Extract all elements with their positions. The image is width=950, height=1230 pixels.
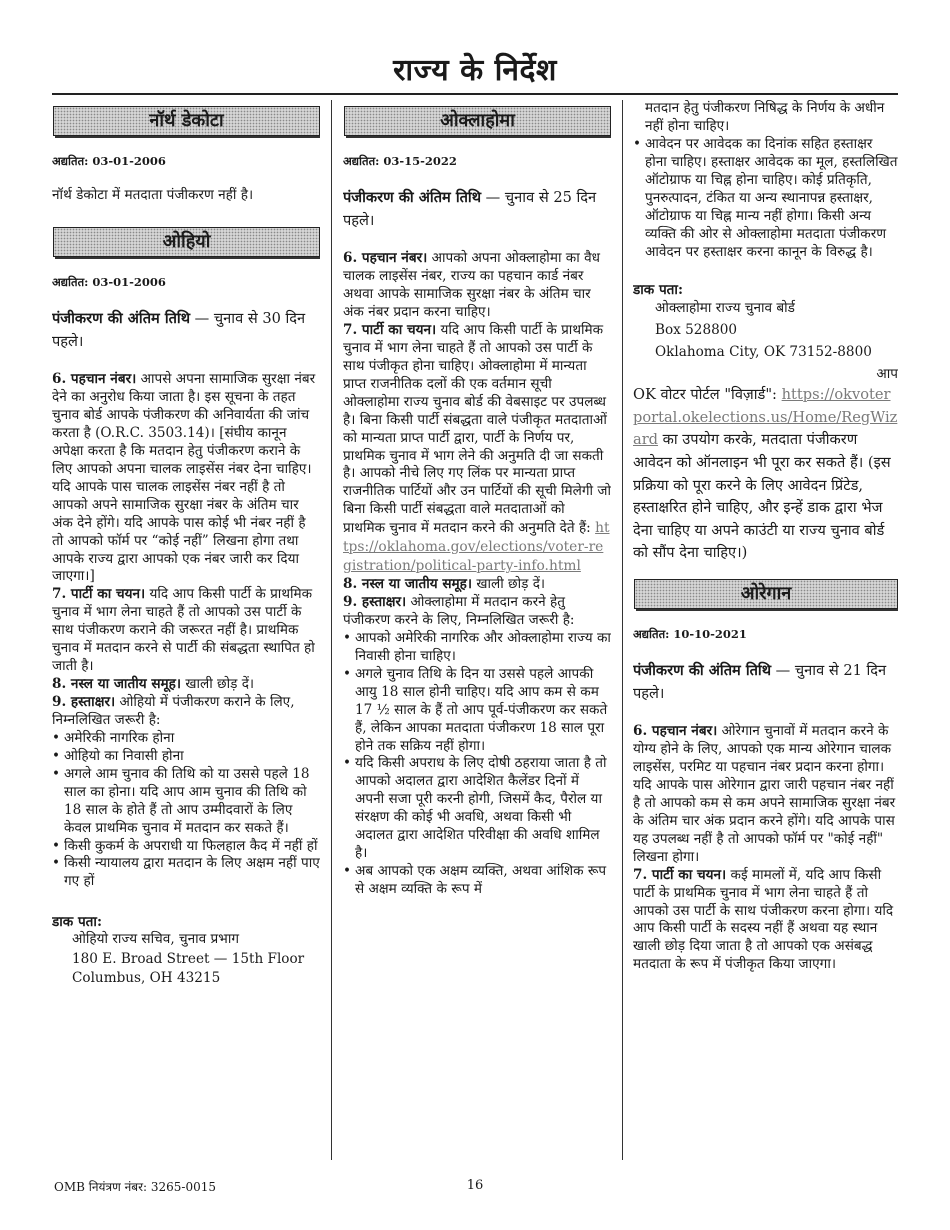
address-line: ओक्लाहोमा राज्य चुनाव बोर्ड xyxy=(655,300,795,317)
list-item: • ओहियो का निवासी होना xyxy=(52,748,320,766)
item-text: ओहियो में पंजीकरण कराने के लिए, निम्नलिखित जरूरी है: xyxy=(52,694,295,728)
column-1 xyxy=(52,100,320,1170)
north-dakota-text: नॉर्थ डेकोटा में मतदाता पंजीकरण नहीं है। xyxy=(52,187,254,203)
mailing-address-label: डाक पता: xyxy=(52,914,102,931)
title-rule xyxy=(52,93,898,95)
ohio-requirements xyxy=(52,730,320,891)
list-item: • अब आपको एक अक्षम व्यक्ति, अथवा आंशिक रूप से अक्षम व्यक्ति के रूप में xyxy=(343,863,611,899)
list-item: • आपको अमेरिकी नागरिक और ओक्लाहोमा राज्य का निवासी होना चाहिए। xyxy=(343,630,611,666)
item-label: 9. हस्ताक्षर। xyxy=(52,694,116,711)
portal-text: OK वोटर पोर्टल "विज़ार्ड": xyxy=(633,386,782,404)
item-label: 9. हस्ताक्षर। xyxy=(343,594,407,611)
address-line: ओहियो राज्य सचिव, चुनाव प्रभाग xyxy=(72,931,240,948)
item-label: 6. पहचान नंबर। xyxy=(343,250,428,267)
oklahoma-continued-text: मतदान हेतु पंजीकरण निषिद्ध के निर्णय के अधीन नहीं होना चाहिए। xyxy=(645,100,885,134)
address-line: Oklahoma City, OK 73152-8800 xyxy=(655,343,872,360)
item-text: ओक्लाहोमा में मतदान करने हेतु पंजीकरण करने के लिए, निम्नलिखित जरूरी है: xyxy=(343,594,575,628)
list-item: • आवेदन पर आवेदक का दिनांक सहित हस्ताक्षर होना चाहिए। हस्ताक्षर आवेदक का मूल, हस्तलिखित ऑटोग्राफ या चिह्न होना चाहिए। कोई प्रतिकृति, पुनरुत्पादन, टंकित या अन्य स्थानापन्न हस्ताक्षर, ऑटोग्राफ या चिह्न मान्य नहीं होगा। किसी अन्य व्यक्ति की ओर से ओक्लाहोमा मतदाता पंजीकरण आवेदन पर हस्ताक्षर करना कानून के विरुद्ध है। xyxy=(633,136,898,262)
list-item: • किसी न्यायालय द्वारा मतदान के लिए अक्षम नहीं पाए गए हों xyxy=(52,855,320,891)
item-label: 7. पार्टी का चयन। xyxy=(633,866,727,883)
column-3 xyxy=(633,100,898,1170)
item-label: 6. पहचान नंबर। xyxy=(633,723,718,740)
state-header-oregon: ओरेगान xyxy=(634,579,898,609)
item-label: 8. नस्ल या जातीय समूह। xyxy=(343,576,473,593)
list-item: • अमेरिकी नागरिक होना xyxy=(52,730,320,748)
oklahoma-requirements-continued xyxy=(633,136,898,262)
state-header-ohio: ओहियो xyxy=(53,227,320,257)
ohio-address xyxy=(52,930,320,988)
deadline-label: पंजीकरण की अंतिम तिथि xyxy=(633,661,772,679)
state-header-north-dakota: नॉर्थ डेकोटा xyxy=(53,106,320,136)
ohio-id-number xyxy=(52,371,320,586)
oklahoma-id-number xyxy=(343,250,611,322)
item-label: 8. नस्ल या जातीय समूह। xyxy=(52,676,182,693)
column-divider xyxy=(622,100,623,1160)
portal-text: का उपयोग करके, मतदाता पंजीकरण आवेदन को ऑनलाइन भी पूरा कर सकते हैं। (इस प्रक्रिया को पूरा करने के लिए आवेदन प्रिंटेड, हस्ताक्षरित होने चाहिए, और इन्हें डाक द्वारा भेज देना चाहिए या अपने काउंटी या राज्य चुनाव बोर्ड को सौंप देना चाहिए।) xyxy=(633,431,891,562)
list-item: • किसी कुकर्म के अपराधी या फिलहाल कैद में नहीं हों xyxy=(52,838,320,856)
updated-date: अद्यतित: 10-10-2021 xyxy=(633,626,747,641)
oregon-deadline xyxy=(633,660,898,705)
list-item: • अगले आम चुनाव की तिथि को या उससे पहले 18 साल का होना। यदि आप आम चुनाव की तिथि को 18 साल के होते हैं तो आप उम्मीदवारों के लिए केवल प्राथमिक चुनाव में मतदान कर सकते हैं। xyxy=(52,766,320,838)
ohio-deadline xyxy=(52,308,320,353)
column-divider xyxy=(331,100,332,1160)
deadline-text: — चुनाव से 25 दिन पहले। xyxy=(343,189,597,229)
item-text: कई मामलों में, यदि आप किसी पार्टी के प्राथमिक चुनाव में भाग लेना चाहते हैं तो आपको उस पार्टी के साथ पंजीकरण करना होगा। यदि आप किसी पार्टी के सदस्य नहीं हैं अथवा यह स्थान खाली छोड़ दिया जाता है तो आपको एक असंबद्ध मतदाता के रूप में पंजीकृत किया जाएगा। xyxy=(633,866,894,973)
ohio-signature xyxy=(52,694,320,730)
column-2 xyxy=(343,100,611,1170)
deadline-label: पंजीकरण की अंतिम तिथि xyxy=(343,189,482,206)
item-text: खाली छोड़ दें। xyxy=(472,576,546,593)
address-line: Box 528800 xyxy=(655,322,738,339)
item-label: 7. पार्टी का चयन। xyxy=(52,586,146,603)
list-item: • यदि किसी अपराध के लिए दोषी ठहराया जाता है तो आपको अदालत द्वारा आदेशित कैलेंडर दिनों में अपनी सजा पूरी करनी होगी, जिसमें कैद, पैरोल या संरक्षण की कोई भी अवधि, अथवा किसी भी अदालत द्वारा आदेशित परिवीक्षा की अवधि शामिल है। xyxy=(343,755,611,863)
oregon-id-number xyxy=(633,723,898,867)
ohio-race xyxy=(52,676,320,694)
page-title: राज्य के निर्देश xyxy=(393,53,557,88)
oklahoma-party xyxy=(343,322,611,576)
oklahoma-requirements xyxy=(343,630,611,899)
updated-date: अद्यतित: 03-01-2006 xyxy=(52,154,166,168)
item-label: 7. पार्टी का चयन। xyxy=(343,321,437,338)
item-label: 6. पहचान नंबर। xyxy=(52,371,137,388)
item-text: खाली छोड़ दें। xyxy=(181,676,255,693)
oklahoma-portal xyxy=(633,384,898,565)
item-text: यदि आप किसी पार्टी के प्राथमिक चुनाव में भाग लेना चाहते हैं तो आपको उस पार्टी के साथ पंजीकरण कराने की जरूरत नहीं है। प्राथमिक चुनाव में मतदान करने से पार्टी की संबद्धता स्थापित हो जाती है। xyxy=(52,586,315,675)
updated-date: अद्यतित: 03-15-2022 xyxy=(343,154,457,168)
oklahoma-deadline xyxy=(343,187,611,232)
ohio-party xyxy=(52,586,320,676)
item-text: ओरेगान चुनावों में मतदान करने के योग्य होने के लिए, आपको एक मान्य ओरेगान चालक लाइसेंस, परमिट या पहचान नंबर प्रदान करना होगा। यदि आपके पास ओरेगान द्वारा जारी पहचान नंबर नहीं है तो आपको कम से कम अपने सामाजिक सुरक्षा नंबर के अंतिम चार अंक प्रदान करने होंगे। यदि आपके पास यह उपलब्ध नहीं है तो आपको फॉर्म पर "कोई नहीं" लिखना होगा। xyxy=(633,723,896,865)
oklahoma-address xyxy=(633,298,898,363)
mailing-address-label: डाक पता: xyxy=(633,282,683,299)
updated-date: अद्यतित: 03-01-2006 xyxy=(52,274,166,289)
deadline-text: — चुनाव से 30 दिन पहले। xyxy=(52,309,306,350)
page-number: 16 xyxy=(466,1178,484,1193)
omb-control-number: OMB नियंत्रण नंबर: 3265-0015 xyxy=(54,1180,217,1194)
party-info-link[interactable]: https://oklahoma.gov/elections/voter-registration/political-party-info.html xyxy=(343,520,610,575)
deadline-text: — चुनाव से 21 दिन पहले। xyxy=(633,661,887,702)
item-text: आपसे अपना सामाजिक सुरक्षा नंबर देने का अनुरोध किया जाता है। इस सूचना के तहत चुनाव बोर्ड आपके पंजीकरण की अनिवार्यता की जांच करता है (O.R.C. 3503.14)। [संघीय कानून अपेक्षा करता है कि मतदान हेतु पंजीकरण कराने के लिए आपको अपना चालक लाइसेंस नंबर देना चाहिए। यदि आपके पास चालक लाइसेंस नंबर नहीं है तो आपको अपने सामाजिक सुरक्षा नंबर के अंतिम चार अंक देने होंगे। यदि आपके पास कोई भी नंबर नहीं है तो आपको फॉर्म पर “कोई नहीं” लिखना होगा तथा आपके राज्य द्वारा आपको एक नंबर जारी कर दिया जाएगा।] xyxy=(52,371,316,585)
list-item: • अगले चुनाव तिथि के दिन या उससे पहले आपकी आयु 18 साल होनी चाहिए। यदि आप कम से कम 17 ½ साल के हैं तो आप पूर्व-पंजीकरण कर सकते हैं, लेकिन आपका मतदाता पंजीकरण 18 साल पूरा होने तक सक्रिय नहीं होगा। xyxy=(343,666,611,756)
address-line: 180 E. Broad Street — 15th Floor xyxy=(72,950,305,967)
deadline-label: पंजीकरण की अंतिम तिथि xyxy=(52,309,191,327)
oregon-party xyxy=(633,867,898,975)
state-header-oklahoma: ओक्लाहोमा xyxy=(344,106,611,136)
item-text: यदि आप किसी पार्टी के प्राथमिक चुनाव में भाग लेना चाहते हैं तो आपको उस पार्टी के साथ पंजीकृत होना चाहिए। ओक्लाहोमा में मान्यता प्राप्त राजनीतिक दलों की एक वर्तमान सूची ओक्लाहोमा राज्य चुनाव बोर्ड की वेबसाइट पर उपलब्ध है। बिना किसी पार्टी संबद्धता वाले पंजीकृत मतदाताओं को मान्यता प्राप्त पार्टी द्वारा, पार्टी के निर्णय पर, प्राथमिक चुनाव में भाग लेने की अनुमति दी जा सकती है। आपको नीचे लिए गए लिंक पर मान्यता प्राप्त राजनीतिक पार्टियों और उन पार्टियों की सूची मिलेगी जो बिना किसी पार्टी संबद्धता वाले मतदाताओं को प्राथमिक चुनाव में मतदान करने की अनुमति देते हैं: xyxy=(343,321,611,537)
item-text: आपको अपना ओक्लाहोमा का वैध चालक लाइसेंस नंबर, राज्य का पहचान कार्ड नंबर अथवा आपके सामाजिक सुरक्षा नंबर के अंतिम चार अंक नंबर प्रदान करना चाहिए। xyxy=(343,250,600,321)
address-line: Columbus, OH 43215 xyxy=(72,969,221,986)
address-trail-text: आप xyxy=(876,365,898,382)
oklahoma-signature xyxy=(343,594,611,630)
oklahoma-race xyxy=(343,576,611,594)
voter-portal-link[interactable]: https://okvoterportal.okelections.us/Home/RegWizard xyxy=(633,386,898,449)
